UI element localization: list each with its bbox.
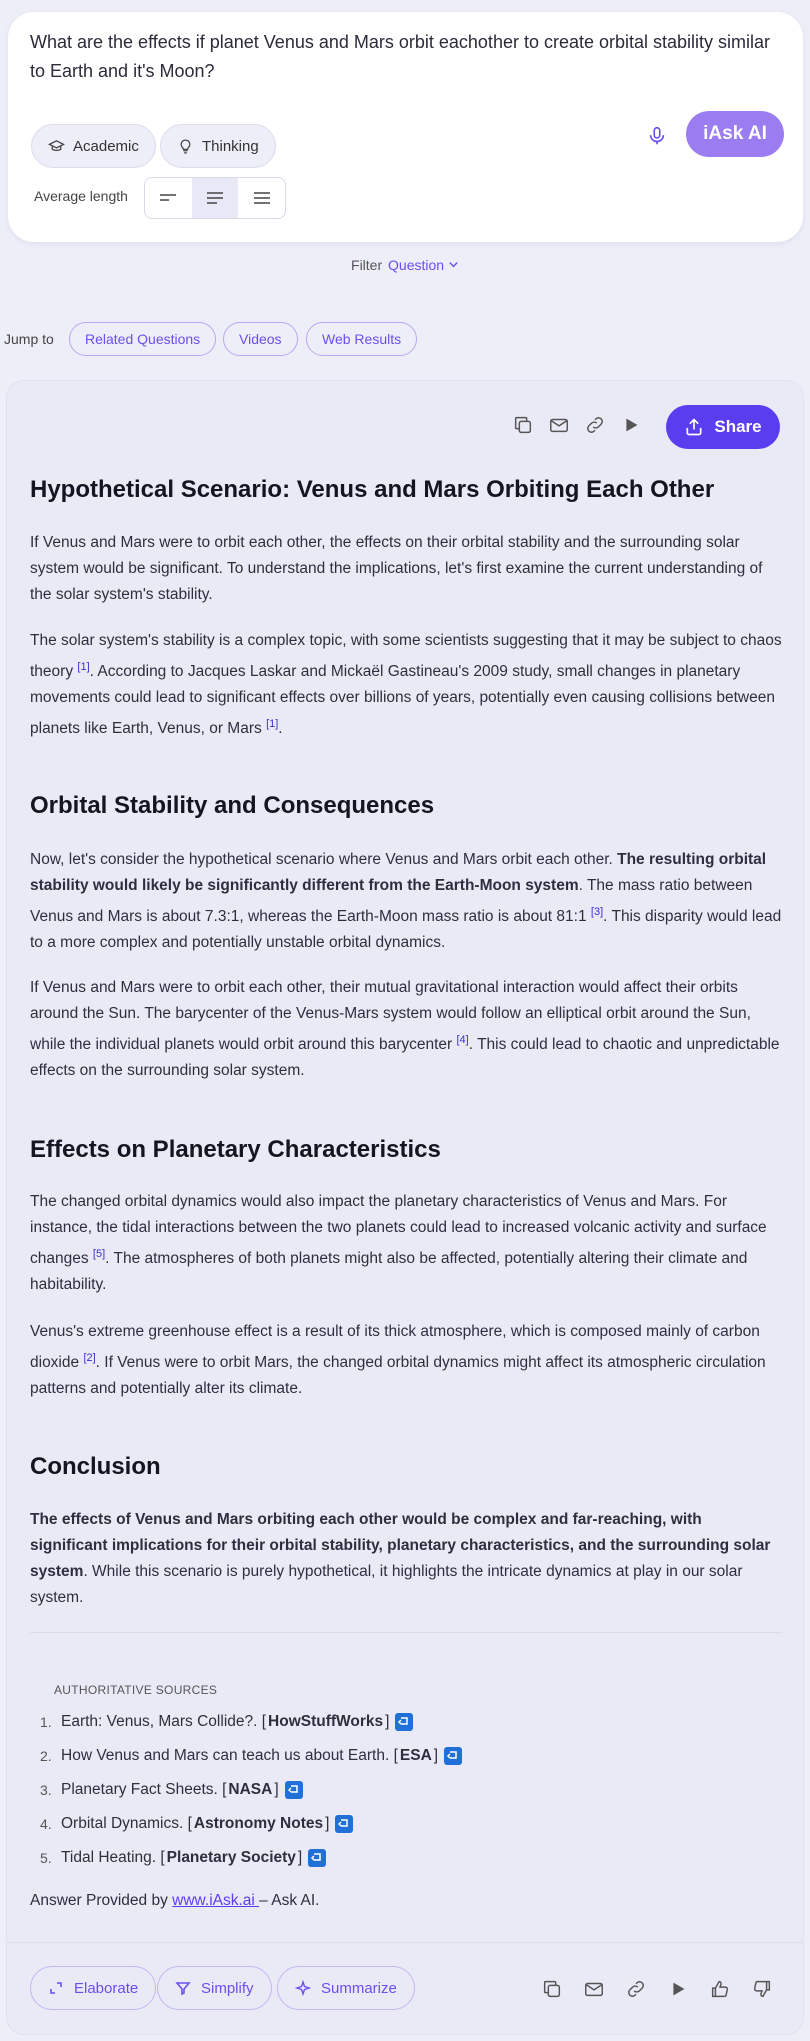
text: . bbox=[278, 720, 283, 738]
copy-icon[interactable] bbox=[541, 1978, 563, 2000]
citation-5[interactable]: [5] bbox=[92, 1248, 106, 1260]
answer-top-actions bbox=[512, 414, 642, 436]
citation-3[interactable]: [3] bbox=[590, 906, 604, 918]
source-item bbox=[40, 1841, 462, 1875]
thinking-mode-button[interactable] bbox=[160, 124, 276, 168]
email-icon[interactable] bbox=[548, 414, 570, 436]
source-title[interactable]: Orbital Dynamics. [ bbox=[61, 1815, 192, 1832]
heading-conclusion: Conclusion bbox=[30, 1453, 161, 1480]
copy-icon[interactable] bbox=[512, 414, 534, 436]
source-link-icon[interactable] bbox=[444, 1747, 462, 1765]
source-close: ] bbox=[297, 1849, 303, 1866]
source-item bbox=[40, 1705, 462, 1739]
source-site[interactable]: Planetary Society bbox=[166, 1849, 296, 1866]
source-link-icon[interactable] bbox=[285, 1781, 303, 1799]
paragraph-greenhouse bbox=[30, 1319, 782, 1402]
query-text[interactable]: What are the effects if planet Venus and Mars orbit eachother to create orbital stability similar to Earth and it's Moon? bbox=[30, 32, 771, 81]
graduation-cap-icon bbox=[48, 138, 65, 155]
source-item bbox=[40, 1773, 462, 1807]
source-link-icon[interactable] bbox=[335, 1815, 353, 1833]
elaborate-label: Elaborate bbox=[74, 1979, 139, 1997]
jump-videos[interactable]: Videos bbox=[223, 322, 298, 356]
paragraph-chaos-theory bbox=[30, 628, 782, 742]
link-icon[interactable] bbox=[584, 414, 606, 436]
provided-prefix: Answer Provided by bbox=[30, 1892, 173, 1909]
length-short-button[interactable] bbox=[145, 178, 192, 218]
source-site[interactable]: ESA bbox=[399, 1747, 432, 1764]
sources-heading: AUTHORITATIVE SOURCES bbox=[54, 1683, 218, 1697]
share-button[interactable] bbox=[666, 405, 780, 449]
source-number: 5. bbox=[40, 1850, 52, 1866]
text: . This could lead to chaotic and unpredictable effects on the surrounding solar system. bbox=[30, 1036, 780, 1080]
answer-provided-by bbox=[30, 1892, 319, 1910]
text: The changed orbital dynamics would also impact the planetary characteristics of Venus and Mars. For instance, the tidal interactions between the two planets could lead to increased volcanic activity and surface changes bbox=[30, 1193, 767, 1268]
source-site[interactable]: NASA bbox=[228, 1781, 273, 1798]
source-close: ] bbox=[433, 1747, 439, 1764]
source-title[interactable]: Earth: Venus, Mars Collide?. [ bbox=[61, 1713, 267, 1730]
share-icon bbox=[684, 417, 704, 437]
text: If Venus and Mars were to orbit each other, their mutual gravitational interaction would affect their orbits around the Sun. The barycenter of the Venus-Mars system would follow an elliptical orbit around the Sun, while the individual planets would orbit around this barycenter bbox=[30, 979, 751, 1054]
divider bbox=[30, 1632, 782, 1633]
expand-icon bbox=[48, 1980, 64, 1996]
length-long-button[interactable] bbox=[238, 178, 285, 218]
citation-1[interactable]: [1] bbox=[77, 661, 90, 673]
thumbs-up-icon[interactable] bbox=[709, 1978, 731, 2000]
source-title[interactable]: How Venus and Mars can teach us about Earth. [ bbox=[61, 1747, 398, 1764]
length-selector bbox=[144, 177, 286, 219]
heading-planetary-effects: Effects on Planetary Characteristics bbox=[30, 1136, 441, 1163]
academic-label: Academic bbox=[73, 137, 139, 155]
bold-text: The resulting orbital stability would likely be significantly different from the Earth-Moon system bbox=[30, 851, 767, 894]
play-icon[interactable] bbox=[667, 1978, 689, 2000]
jump-web-results[interactable]: Web Results bbox=[306, 322, 417, 356]
short-lines-icon bbox=[158, 190, 178, 206]
paragraph-barycenter bbox=[30, 975, 782, 1084]
paragraph-intro: If Venus and Mars were to orbit each other, the effects on their orbital stability and the surrounding solar system would be significant. To understand the implications, let's first examine the current understanding of the solar system's stability. bbox=[30, 534, 763, 603]
filter-dropdown[interactable]: Question bbox=[388, 257, 445, 273]
citation-1[interactable]: [1] bbox=[266, 718, 279, 731]
source-site[interactable]: HowStuffWorks bbox=[268, 1713, 384, 1730]
source-item bbox=[40, 1739, 462, 1773]
citation-4[interactable]: [4] bbox=[456, 1034, 469, 1046]
source-number: 1. bbox=[40, 1714, 52, 1730]
simplify-button[interactable] bbox=[157, 1966, 272, 2010]
bold-text: The effects of Venus and Mars orbiting each other would be complex and far-reaching, with significant implications for their orbital stability, planetary characteristics, and the surrounding solar system bbox=[30, 1511, 771, 1580]
sparkle-icon bbox=[295, 1980, 311, 1996]
source-item bbox=[40, 1807, 462, 1841]
footer-divider bbox=[6, 1942, 804, 1943]
text: Venus's extreme greenhouse effect is a result of its thick atmosphere, which is composed mainly of carbon dioxide bbox=[30, 1323, 760, 1372]
summarize-button[interactable] bbox=[277, 1966, 415, 2010]
microphone-icon[interactable] bbox=[646, 125, 668, 147]
email-icon[interactable] bbox=[583, 1978, 605, 2000]
source-number: 2. bbox=[40, 1748, 52, 1764]
source-number: 4. bbox=[40, 1816, 52, 1832]
jump-to-label: Jump to bbox=[4, 331, 54, 347]
source-site[interactable]: Astronomy Notes bbox=[193, 1815, 324, 1832]
text: . While this scenario is purely hypothetical, it highlights the intricate dynamics at play in our solar system. bbox=[30, 1563, 743, 1606]
paragraph-conclusion bbox=[30, 1507, 782, 1611]
simplify-label: Simplify bbox=[201, 1979, 254, 1997]
source-link-icon[interactable] bbox=[308, 1849, 326, 1867]
source-close: ] bbox=[385, 1713, 390, 1730]
length-label: Average length bbox=[34, 188, 128, 204]
text: The solar system's stability is a complex topic, with some scientists suggesting that it may be subject to chaos theory bbox=[30, 632, 782, 681]
source-link-icon[interactable] bbox=[395, 1713, 413, 1731]
heading-hypothetical-scenario: Hypothetical Scenario: Venus and Mars Orbiting Each Other bbox=[30, 476, 715, 503]
thumbs-down-icon[interactable] bbox=[751, 1978, 773, 2000]
paragraph-tidal bbox=[30, 1189, 782, 1298]
thinking-label: Thinking bbox=[202, 137, 259, 155]
text: . If Venus were to orbit Mars, the changed orbital dynamics might affect its atmospheric circulation patterns and potentially alter its climate. bbox=[30, 1354, 766, 1398]
text: Now, let's consider the hypothetical scenario where Venus and Mars orbit each other. bbox=[30, 851, 618, 868]
academic-mode-button[interactable] bbox=[31, 124, 156, 168]
provided-suffix: – Ask AI. bbox=[259, 1892, 320, 1909]
source-title[interactable]: Tidal Heating. [ bbox=[61, 1849, 165, 1866]
source-number: 3. bbox=[40, 1782, 52, 1798]
citation-2[interactable]: [2] bbox=[83, 1352, 96, 1364]
paragraph-mass-ratio bbox=[30, 847, 782, 956]
chevron-down-icon[interactable] bbox=[448, 259, 459, 270]
heading-orbital-stability: Orbital Stability and Consequences bbox=[30, 792, 435, 819]
medium-lines-icon bbox=[205, 190, 225, 206]
filter-icon bbox=[175, 1980, 191, 1996]
source-close: ] bbox=[325, 1815, 330, 1832]
answer-bottom-actions bbox=[541, 1978, 773, 2000]
ask-ai-button[interactable]: iAsk AI bbox=[686, 111, 784, 157]
filter-bar bbox=[0, 257, 810, 273]
share-label: Share bbox=[714, 417, 762, 436]
text: . The mass ratio between Venus and Mars is about 7.3:1, whereas the Earth-Moon mass ratio is about 81:1 bbox=[30, 877, 753, 926]
source-title[interactable]: Planetary Fact Sheets. [ bbox=[61, 1781, 227, 1798]
play-icon[interactable] bbox=[620, 414, 642, 436]
lightbulb-icon bbox=[177, 138, 194, 155]
elaborate-button[interactable] bbox=[30, 1966, 156, 2010]
sources-list bbox=[40, 1705, 462, 1875]
text: . The atmospheres of both planets might also be affected, potentially altering their climate and habitability. bbox=[30, 1250, 748, 1294]
filter-label: Filter bbox=[351, 257, 383, 273]
text: . According to Jacques Laskar and Mickaël Gastineau's 2009 study, small changes in planetary movements could lead to significant effects over billions of years, potentially even causing collisions between planets like Earth, Venus, or Mars bbox=[30, 663, 775, 738]
iask-link[interactable]: www.iAsk.ai bbox=[172, 1892, 260, 1909]
long-lines-icon bbox=[252, 190, 272, 206]
text: . This disparity would lead to a more complex and potentially unstable orbital dynamics. bbox=[30, 908, 782, 952]
link-icon[interactable] bbox=[625, 1978, 647, 2000]
source-close: ] bbox=[274, 1781, 279, 1798]
summarize-label: Summarize bbox=[321, 1979, 397, 1997]
length-average-button[interactable] bbox=[192, 178, 239, 218]
jump-related-questions[interactable]: Related Questions bbox=[69, 322, 216, 356]
